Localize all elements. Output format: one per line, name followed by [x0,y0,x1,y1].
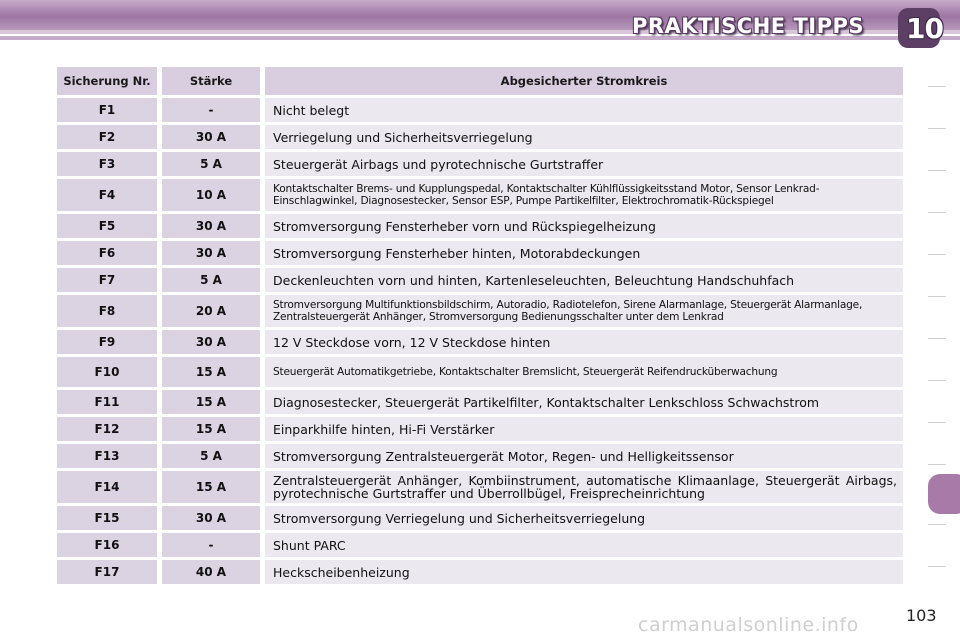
tab-divider [928,296,946,297]
fuse-number: F12 [57,417,157,441]
fuse-number: F6 [57,241,157,265]
tab-divider [928,524,946,525]
fuse-number: F5 [57,214,157,238]
fuse-number: F14 [57,471,157,503]
tab-divider [928,464,946,465]
table-row [57,506,903,530]
fuse-rating: 15 A [162,417,260,441]
tab-divider [928,170,946,171]
fuse-circuit: Heckscheibenheizung [265,560,903,584]
fuse-number: F7 [57,268,157,292]
fuse-rating: 5 A [162,268,260,292]
fuse-rating: 30 A [162,241,260,265]
fuse-rating: 30 A [162,214,260,238]
fuse-circuit: Stromversorgung Multifunktionsbildschirm, Autoradio, Radiotelefon, Sirene Alarmanlage, Steuergerät Alarmanlage, Zentralsteuergerät Anhänger, Stromversorgung Bedienungsschalter unter dem Lenkrad [265,295,903,327]
fuse-rating: - [162,533,260,557]
table-row [57,295,903,327]
fuse-rating: 15 A [162,390,260,414]
tab-divider [928,254,946,255]
table-row [57,152,903,176]
tab-divider [928,566,946,567]
header-band [0,0,960,52]
table-row [57,390,903,414]
chapter-number: 10 [906,12,943,45]
chapter-tab-active[interactable] [928,474,960,514]
table-row [57,268,903,292]
fuse-rating: 5 A [162,152,260,176]
tab-divider [928,86,946,87]
fuse-rating: 10 A [162,179,260,211]
fuse-number: F15 [57,506,157,530]
fuse-table [57,64,903,587]
table-row [57,214,903,238]
tab-divider [928,128,946,129]
fuse-number: F16 [57,533,157,557]
fuse-circuit: Shunt PARC [265,533,903,557]
header-circuit: Abgesicherter Stromkreis [265,67,903,95]
fuse-rating: - [162,98,260,122]
fuse-rating: 30 A [162,125,260,149]
table-row [57,98,903,122]
header-rating: Stärke [162,67,260,95]
tab-divider [928,380,946,381]
watermark: carmanualsonline.info [638,614,859,636]
fuse-circuit: Stromversorgung Verriegelung und Sicherheitsverriegelung [265,506,903,530]
table-row [57,125,903,149]
fuse-circuit: Zentralsteuergerät Anhänger, Kombiinstrument, automatische Klimaanlage, Steuergerät Airbags, pyrotechnische Gurtstraffer und Überrollbügel, Freisprecheinrichtung [265,471,903,503]
table-header-row [57,67,903,95]
fuse-number: F1 [57,98,157,122]
fuse-rating: 20 A [162,295,260,327]
fuse-number: F17 [57,560,157,584]
fuse-number: F13 [57,444,157,468]
header-fuse-number: Sicherung Nr. [57,67,157,95]
fuse-circuit: 12 V Steckdose vorn, 12 V Steckdose hinten [265,330,903,354]
fuse-circuit: Kontaktschalter Brems- und Kupplungspedal, Kontaktschalter Kühlflüssigkeitsstand Motor, Sensor Lenkrad-Einschlagwinkel, Diagnosestecker, Sensor ESP, Pumpe Partikelfilter, Elektrochromatik-Rückspiegel [265,179,903,211]
table-row [57,560,903,584]
table-row [57,417,903,441]
fuse-circuit: Verriegelung und Sicherheitsverriegelung [265,125,903,149]
fuse-rating: 40 A [162,560,260,584]
fuse-number: F8 [57,295,157,327]
table-row [57,471,903,503]
fuse-rating: 15 A [162,471,260,503]
table-row [57,330,903,354]
table-row [57,533,903,557]
fuse-circuit: Stromversorgung Zentralsteuergerät Motor, Regen- und Helligkeitssensor [265,444,903,468]
fuse-rating: 30 A [162,330,260,354]
fuse-number: F9 [57,330,157,354]
page-number: 103 [906,606,937,625]
table-row [57,357,903,387]
fuse-circuit: Steuergerät Airbags und pyrotechnische Gurtstraffer [265,152,903,176]
fuse-rating: 30 A [162,506,260,530]
fuse-circuit: Nicht belegt [265,98,903,122]
fuse-circuit: Diagnosestecker, Steuergerät Partikelfilter, Kontaktschalter Lenkschloss Schwachstrom [265,390,903,414]
tab-divider [928,212,946,213]
fuse-number: F2 [57,125,157,149]
table-row [57,444,903,468]
fuse-number: F3 [57,152,157,176]
page-title: PRAKTISCHE TIPPS [631,14,864,38]
table-row [57,179,903,211]
fuse-rating: 5 A [162,444,260,468]
fuse-circuit: Einparkhilfe hinten, Hi-Fi Verstärker [265,417,903,441]
tab-divider [928,422,946,423]
fuse-circuit: Deckenleuchten vorn und hinten, Kartenleseleuchten, Beleuchtung Handschuhfach [265,268,903,292]
fuse-circuit: Steuergerät Automatikgetriebe, Kontaktschalter Bremslicht, Steuergerät Reifendrucküberwachung [265,357,903,387]
table-row [57,241,903,265]
tab-divider [928,338,946,339]
fuse-circuit: Stromversorgung Fensterheber vorn und Rückspiegelheizung [265,214,903,238]
fuse-rating: 15 A [162,357,260,387]
fuse-number: F10 [57,357,157,387]
fuse-number: F11 [57,390,157,414]
fuse-circuit: Stromversorgung Fensterheber hinten, Motorabdeckungen [265,241,903,265]
fuse-number: F4 [57,179,157,211]
